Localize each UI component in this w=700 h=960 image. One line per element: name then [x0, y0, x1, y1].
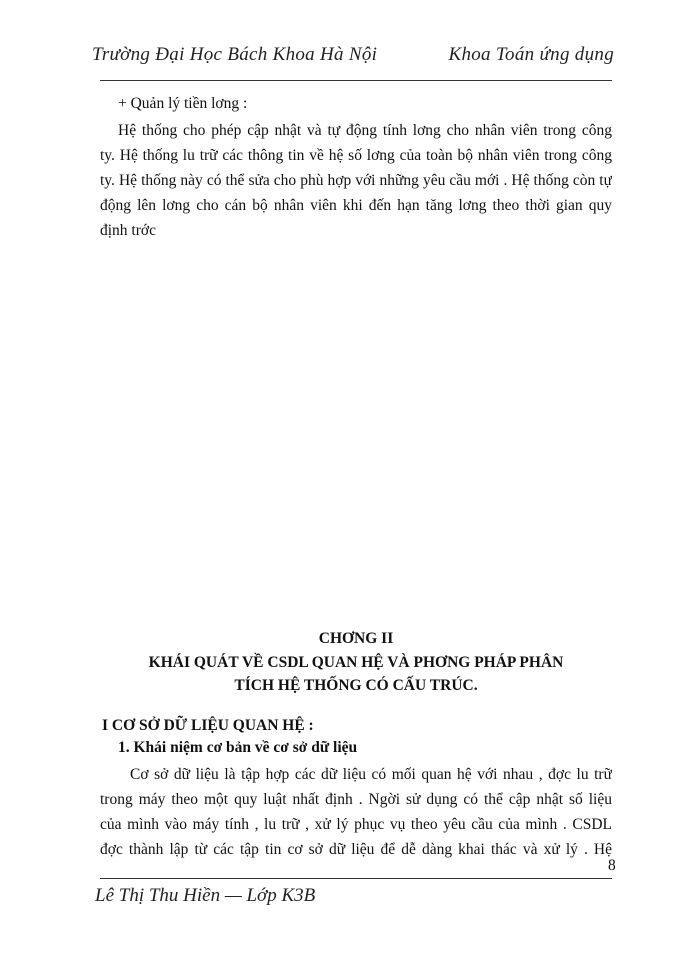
paragraph-database: [100, 762, 612, 862]
chapter-title-line1: KHÁI QUÁT VỀ CSDL QUAN HỆ VÀ PHƠNG PHÁP PHÂN: [148, 654, 564, 671]
paragraph-line: ty. Hệ thống này có thể sửa cho phù hợp với những yêu cầu mới . Hệ thống còn tự: [100, 172, 612, 189]
subsection-heading: 1. Khái niệm cơ bản về cơ sở dữ liệu: [118, 739, 358, 756]
paragraph-line: động lên lơng cho cán bộ nhân viên khi đến hạn tăng lơng theo thời gian quy: [100, 197, 612, 214]
paragraph-line: Cơ sở dữ liệu là tập hợp các dữ liệu có mối quan hệ với nhau , đợc lu trữ: [130, 766, 612, 783]
page-number: 8: [608, 857, 616, 874]
paragraph-line: ty. Hệ thống lu trữ các thông tin về hệ số lơng của toàn bộ nhân viên trong công: [100, 147, 612, 164]
paragraph-line: định trớc: [100, 222, 156, 239]
paragraph-salary: [100, 118, 612, 243]
chapter-title-line2: TÍCH HỆ THỐNG CÓ CẤU TRÚC.: [234, 677, 478, 694]
header-rule: [100, 80, 612, 81]
paragraph-line: của mình vào máy tính , lu trữ , xử lý phục vụ theo yêu cầu của mình . CSDL: [100, 816, 612, 833]
footer-rule: [100, 878, 612, 879]
bullet-salary-management: + Quản lý tiền lơng :: [118, 95, 248, 112]
header-department: Khoa Toán ứng dụng: [448, 44, 614, 65]
paragraph-line: trong máy theo một quy luật nhất định . Ngời sử dụng có thể cập nhật số liệu: [100, 791, 612, 808]
footer-author: Lê Thị Thu Hiền — Lớp K3B: [95, 885, 316, 906]
header-school: Trường Đại Học Bách Khoa Hà Nội: [92, 44, 378, 65]
section-heading: I CƠ SỞ DỮ LIỆU QUAN HỆ :: [102, 717, 314, 734]
chapter-number: CHƠNG II: [318, 630, 394, 647]
paragraph-line: đợc thành lập từ các tập tin cơ sở dữ liệu để dễ dàng khai thác và xử lý . Hệ: [100, 841, 612, 858]
paragraph-line: Hệ thống cho phép cập nhật và tự động tính lơng cho nhân viên trong công: [118, 122, 612, 139]
